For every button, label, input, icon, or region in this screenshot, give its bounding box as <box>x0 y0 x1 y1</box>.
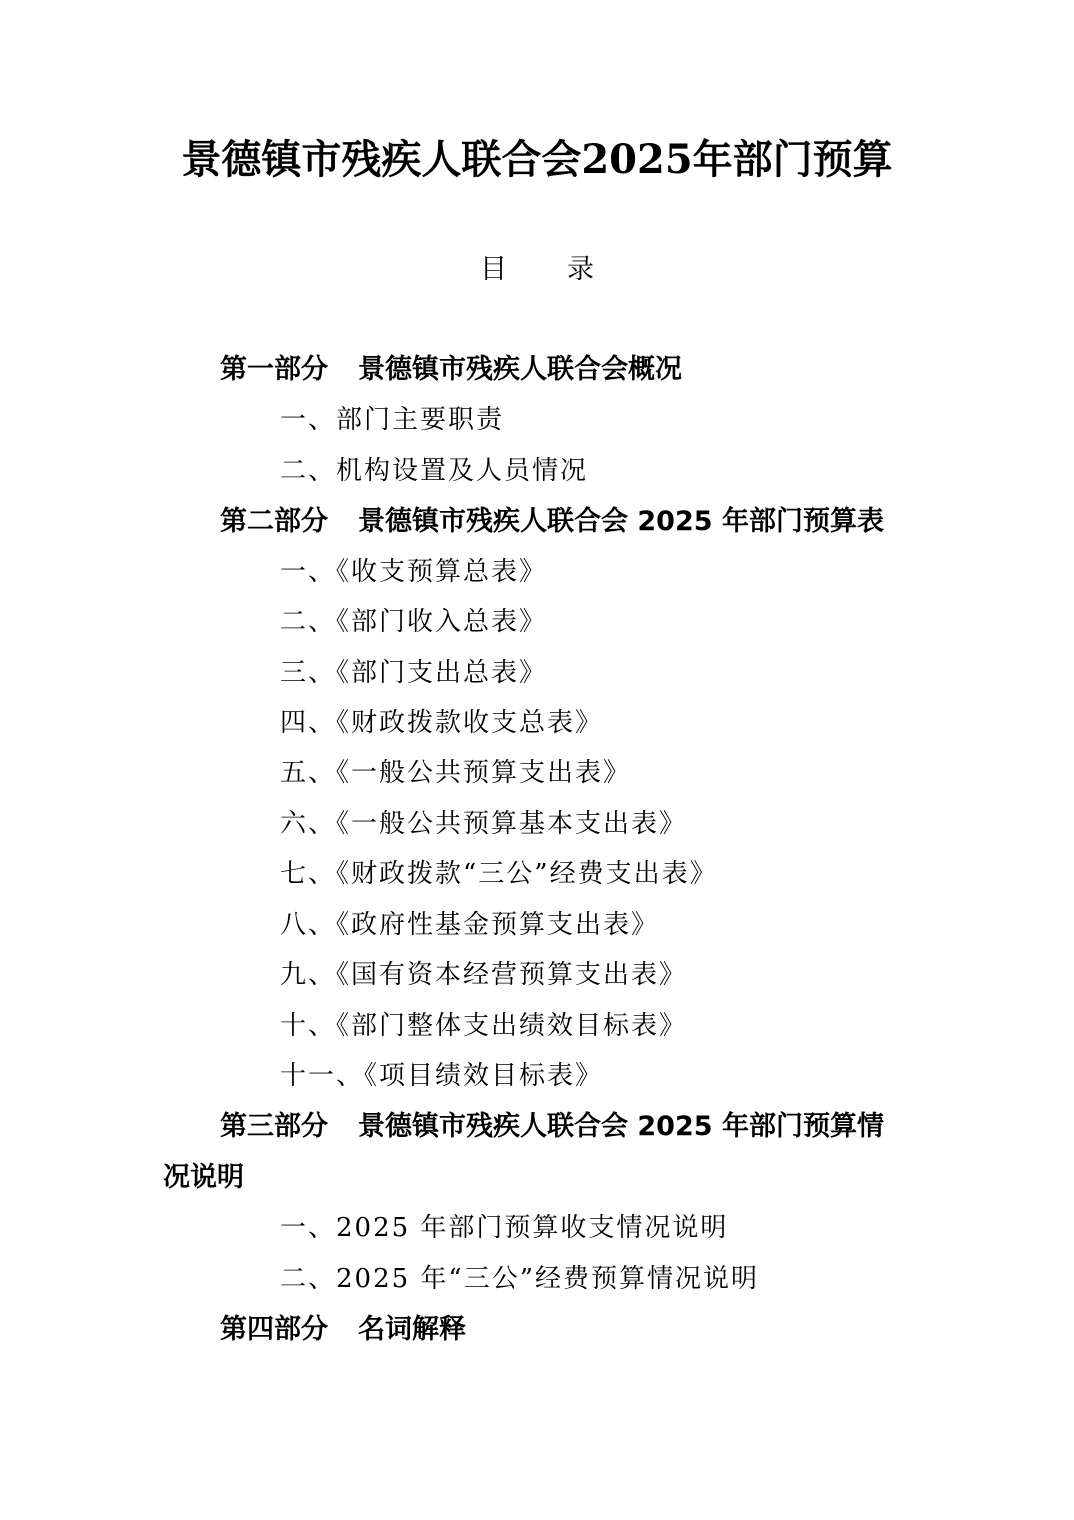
toc-item: 十、《部门整体支出绩效目标表》 <box>280 1011 688 1041</box>
part-number: 第二部分 <box>220 506 328 537</box>
toc-part-1 <box>220 350 682 390</box>
toc-part-2 <box>220 502 884 542</box>
toc-part-3 <box>220 1107 884 1147</box>
toc-item: 九、《国有资本经营预算支出表》 <box>280 960 688 990</box>
toc-heading <box>0 248 1074 292</box>
toc-item: 二、《部门收入总表》 <box>280 607 548 637</box>
toc-part-4 <box>220 1310 466 1350</box>
toc-item: 五、《一般公共预算支出表》 <box>280 758 632 788</box>
document-title: 景德镇市残疾人联合会2025年部门预算 <box>181 136 893 183</box>
toc-item: 二、机构设置及人员情况 <box>280 456 589 486</box>
toc-item: 三、《部门支出总表》 <box>280 658 548 688</box>
part-title-continuation: 况说明 <box>163 1162 244 1193</box>
toc-heading-char-2: 录 <box>567 254 594 285</box>
toc-item: 八、《政府性基金预算支出表》 <box>280 910 660 940</box>
part-number: 第一部分 <box>220 354 328 385</box>
part-title: 名词解释 <box>358 1314 466 1345</box>
toc-item: 一、《收支预算总表》 <box>280 557 548 587</box>
part-title: 景德镇市残疾人联合会 2025 年部门预算情 <box>358 1111 884 1142</box>
part-number: 第四部分 <box>220 1314 328 1345</box>
toc-item: 六、《一般公共预算基本支出表》 <box>280 809 688 839</box>
part-number: 第三部分 <box>220 1111 328 1142</box>
toc-item: 一、部门主要职责 <box>280 405 505 435</box>
part-title: 景德镇市残疾人联合会 2025 年部门预算表 <box>358 506 884 537</box>
toc-item: 一、2025 年部门预算收支情况说明 <box>280 1213 729 1243</box>
toc-item: 二、2025 年“三公”经费预算情况说明 <box>280 1264 760 1294</box>
part-title: 景德镇市残疾人联合会概况 <box>358 354 682 385</box>
toc-item: 十一、《项目绩效目标表》 <box>280 1061 604 1091</box>
toc-heading-char-1: 目 <box>480 254 507 285</box>
toc-item: 七、《财政拨款“三公”经费支出表》 <box>280 859 718 889</box>
toc-item: 四、《财政拨款收支总表》 <box>280 708 604 738</box>
